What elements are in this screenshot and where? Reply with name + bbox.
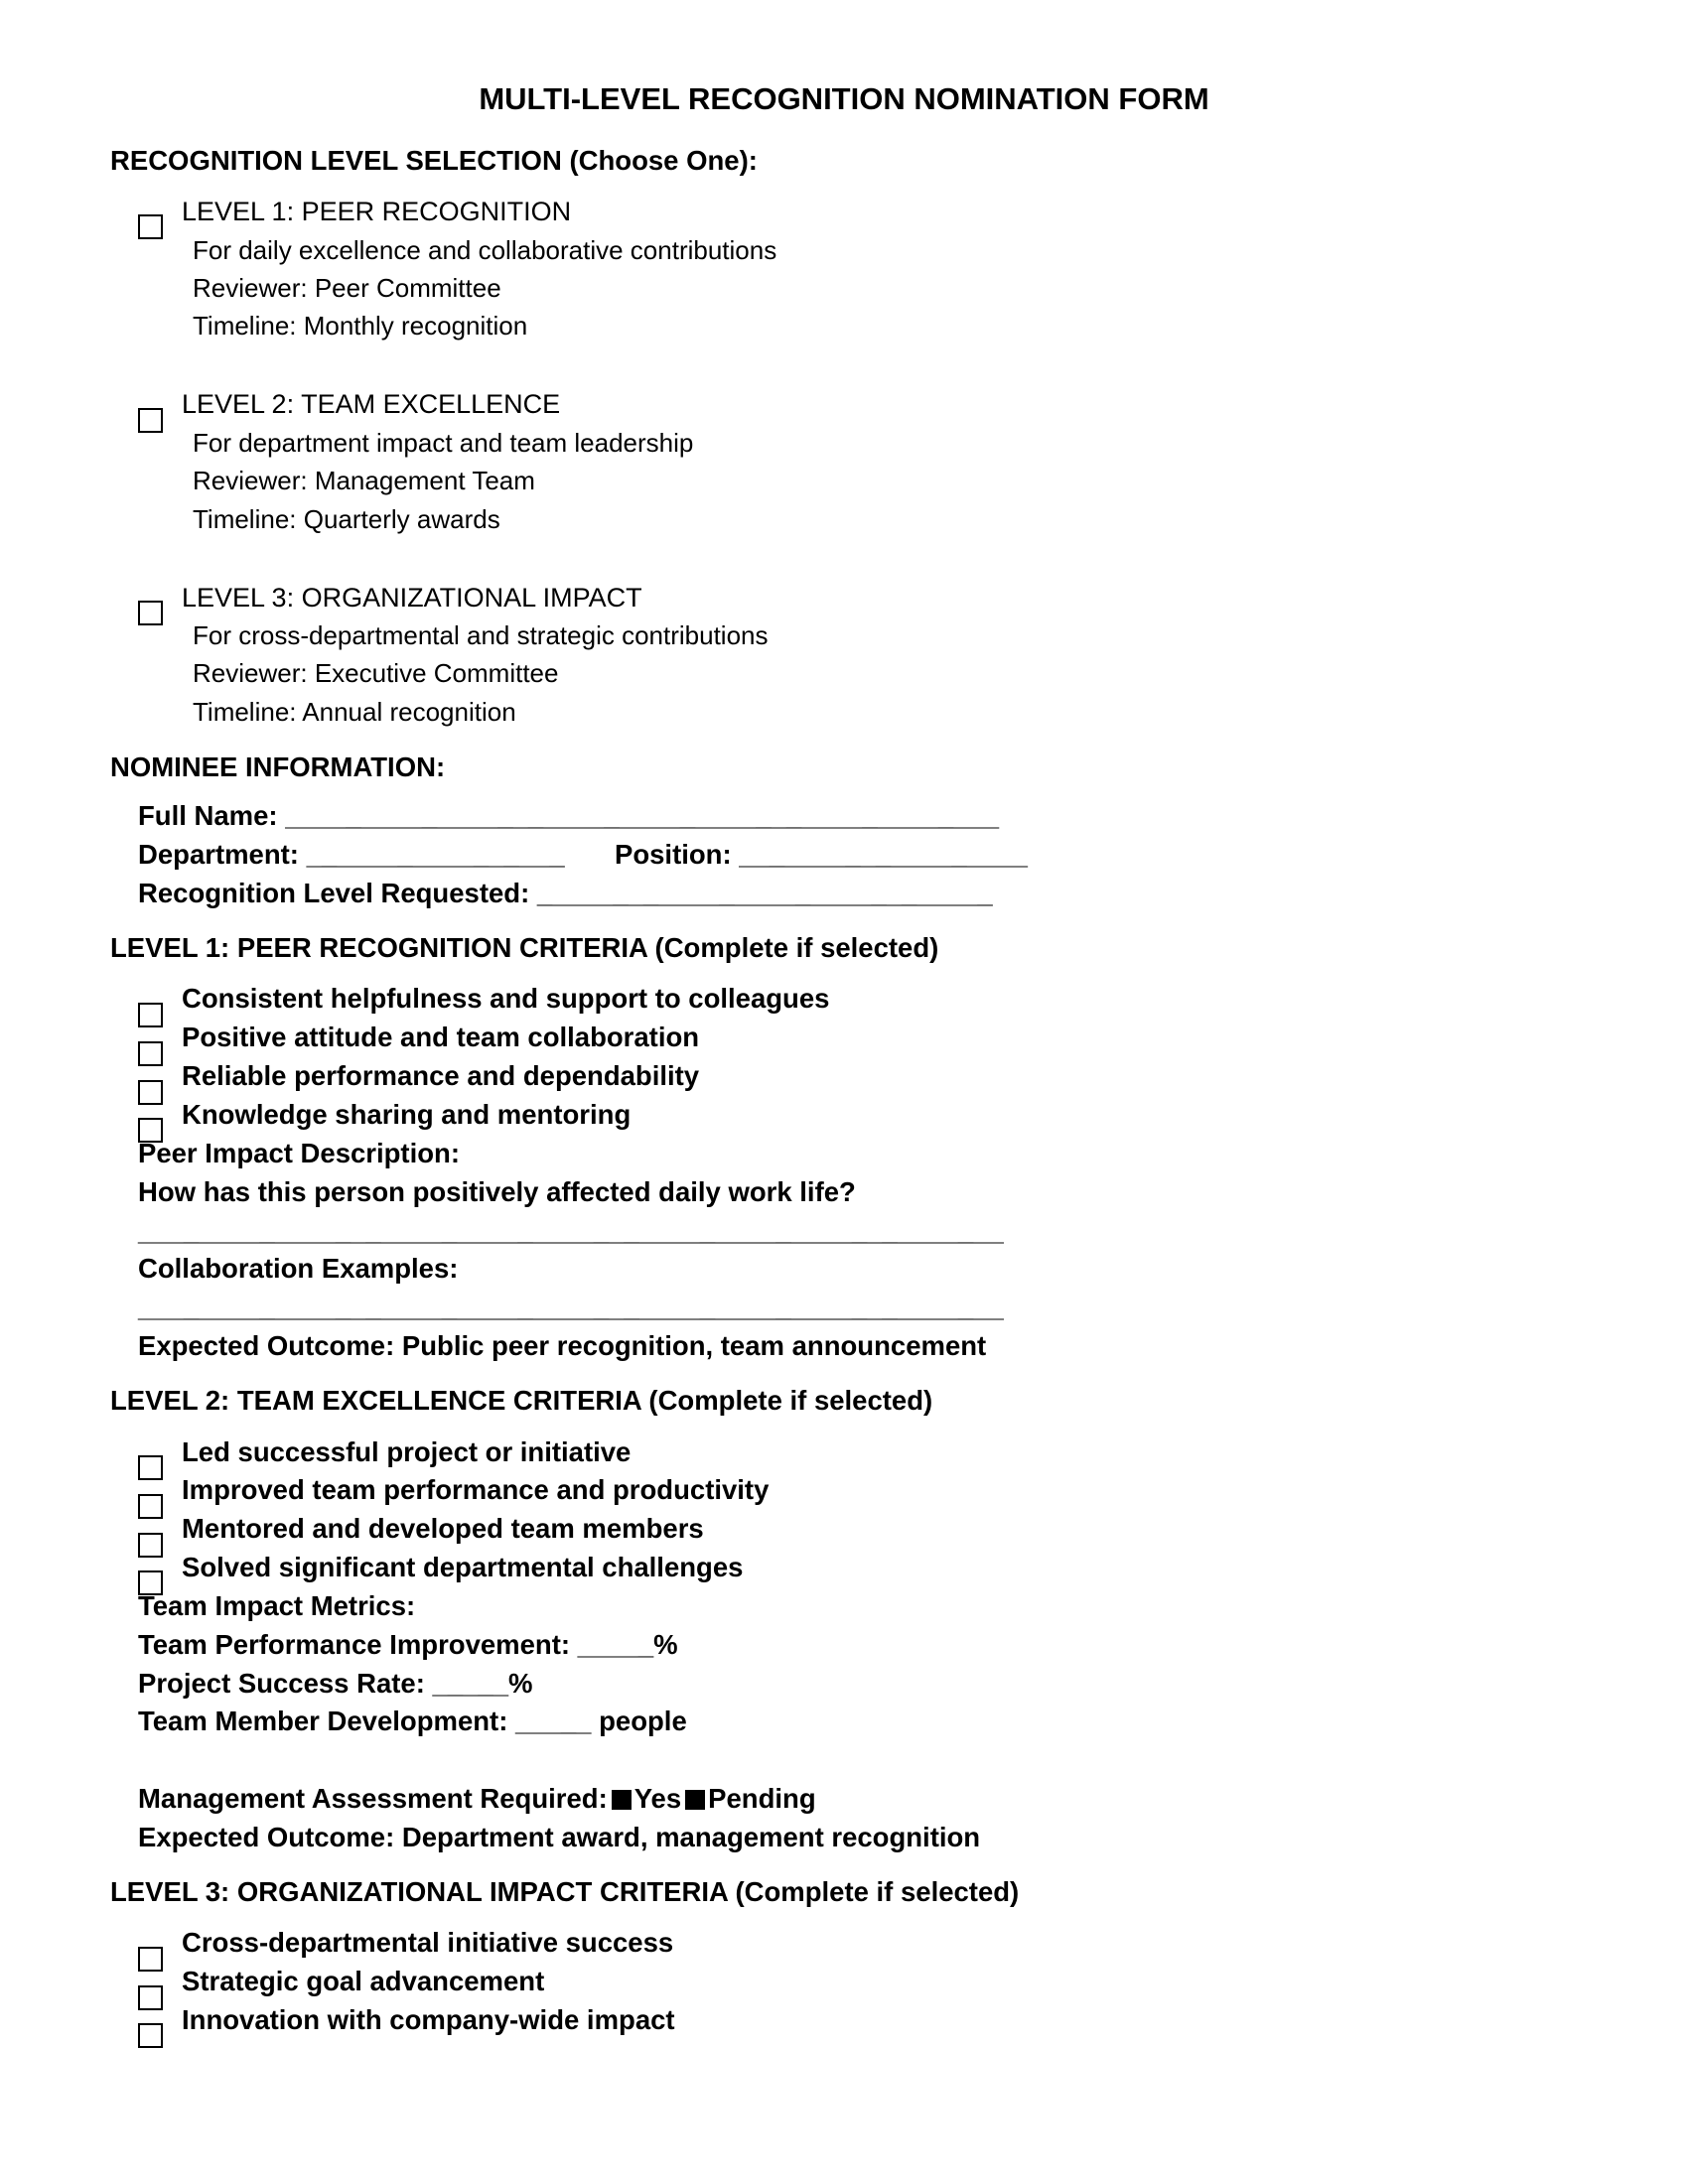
level2-criterion-checkbox[interactable]: [138, 1455, 163, 1480]
full-name-field[interactable]: Full Name: _______________________________________________: [138, 800, 1000, 831]
level3-criterion-label: Strategic goal advancement: [182, 1966, 545, 1996]
level2-expected-outcome: Expected Outcome: Department award, management recognition: [138, 1822, 981, 1852]
level2-criterion-label: Led successful project or initiative: [182, 1436, 632, 1467]
team-development-field[interactable]: Team Member Development: _____ people: [138, 1706, 687, 1736]
peer-impact-label: Peer Impact Description:: [138, 1138, 460, 1168]
level1-criterion-label: Consistent helpfulness and support to colleagues: [182, 983, 830, 1014]
level2-criterion-checkbox[interactable]: [138, 1494, 163, 1519]
level2-title: LEVEL 2: TEAM EXCELLENCE: [182, 389, 561, 419]
level1-expected-outcome: Expected Outcome: Public peer recognition, team announcement: [138, 1330, 987, 1361]
level1-criterion-label: Reliable performance and dependability: [182, 1060, 700, 1091]
level1-description: For daily excellence and collaborative contributions: [193, 235, 777, 265]
level2-timeline: Timeline: Quarterly awards: [193, 504, 500, 534]
level3-criterion-label: Cross-departmental initiative success: [182, 1927, 674, 1958]
team-performance-field[interactable]: Team Performance Improvement: _____%: [138, 1629, 678, 1660]
level1-criterion-label: Positive attitude and team collaboration: [182, 1022, 700, 1052]
nominee-heading: NOMINEE INFORMATION:: [110, 751, 446, 782]
yes-checkbox-filled[interactable]: [612, 1790, 632, 1810]
level2-criterion-label: Solved significant departmental challenges: [182, 1552, 744, 1582]
level2-criterion-checkbox[interactable]: [138, 1533, 163, 1558]
level1-criterion-checkbox[interactable]: [138, 1003, 163, 1027]
team-impact-metrics-label: Team Impact Metrics:: [138, 1590, 416, 1621]
level2-reviewer: Reviewer: Management Team: [193, 466, 535, 495]
management-assessment-label: Management Assessment Required:: [138, 1783, 608, 1814]
level3-timeline: Timeline: Annual recognition: [193, 697, 516, 727]
level1-timeline: Timeline: Monthly recognition: [193, 311, 528, 341]
level3-description: For cross-departmental and strategic contributions: [193, 620, 769, 650]
position-field[interactable]: Position: ___________________: [615, 839, 1028, 870]
level3-title: LEVEL 3: ORGANIZATIONAL IMPACT: [182, 583, 642, 613]
level3-criterion-label: Innovation with company-wide impact: [182, 2004, 675, 2035]
level2-criteria-heading: LEVEL 2: TEAM EXCELLENCE CRITERIA (Complete if selected): [110, 1385, 933, 1416]
collaboration-examples-label: Collaboration Examples:: [138, 1253, 459, 1284]
level-selection-heading: RECOGNITION LEVEL SELECTION (Choose One):: [110, 145, 758, 176]
level2-criterion-label: Mentored and developed team members: [182, 1513, 704, 1544]
recognition-level-field[interactable]: Recognition Level Requested: ______________________________: [138, 878, 993, 908]
level2-description: For department impact and team leadership: [193, 428, 694, 458]
level1-criteria-heading: LEVEL 1: PEER RECOGNITION CRITERIA (Complete if selected): [110, 932, 939, 963]
level3-checkbox[interactable]: [138, 601, 163, 625]
collaboration-answer-line[interactable]: _________________________________________________________: [138, 1292, 1004, 1322]
level3-reviewer: Reviewer: Executive Committee: [193, 658, 559, 688]
level1-criterion-label: Knowledge sharing and mentoring: [182, 1099, 632, 1130]
page-title: MULTI-LEVEL RECOGNITION NOMINATION FORM: [479, 81, 1209, 116]
level1-criterion-checkbox[interactable]: [138, 1080, 163, 1105]
project-success-field[interactable]: Project Success Rate: _____%: [138, 1668, 533, 1699]
level3-criteria-heading: LEVEL 3: ORGANIZATIONAL IMPACT CRITERIA (Complete if selected): [110, 1876, 1020, 1907]
level2-checkbox[interactable]: [138, 408, 163, 433]
level1-title: LEVEL 1: PEER RECOGNITION: [182, 197, 572, 226]
department-field[interactable]: Department: _________________: [138, 839, 565, 870]
level3-criterion-checkbox[interactable]: [138, 1947, 163, 1972]
pending-checkbox-filled[interactable]: [685, 1790, 705, 1810]
level1-checkbox[interactable]: [138, 214, 163, 239]
yes-label: Yes: [633, 1783, 682, 1814]
pending-label: Pending: [708, 1783, 816, 1814]
level3-criterion-checkbox[interactable]: [138, 2023, 163, 2048]
level1-criterion-checkbox[interactable]: [138, 1041, 163, 1066]
management-assessment: [138, 1785, 816, 1813]
peer-impact-question: How has this person positively affected daily work life?: [138, 1176, 856, 1207]
level3-criterion-checkbox[interactable]: [138, 1985, 163, 2010]
peer-impact-answer-line[interactable]: _________________________________________________________: [138, 1215, 1004, 1246]
level1-reviewer: Reviewer: Peer Committee: [193, 273, 501, 303]
level2-criterion-label: Improved team performance and productivity: [182, 1474, 770, 1505]
